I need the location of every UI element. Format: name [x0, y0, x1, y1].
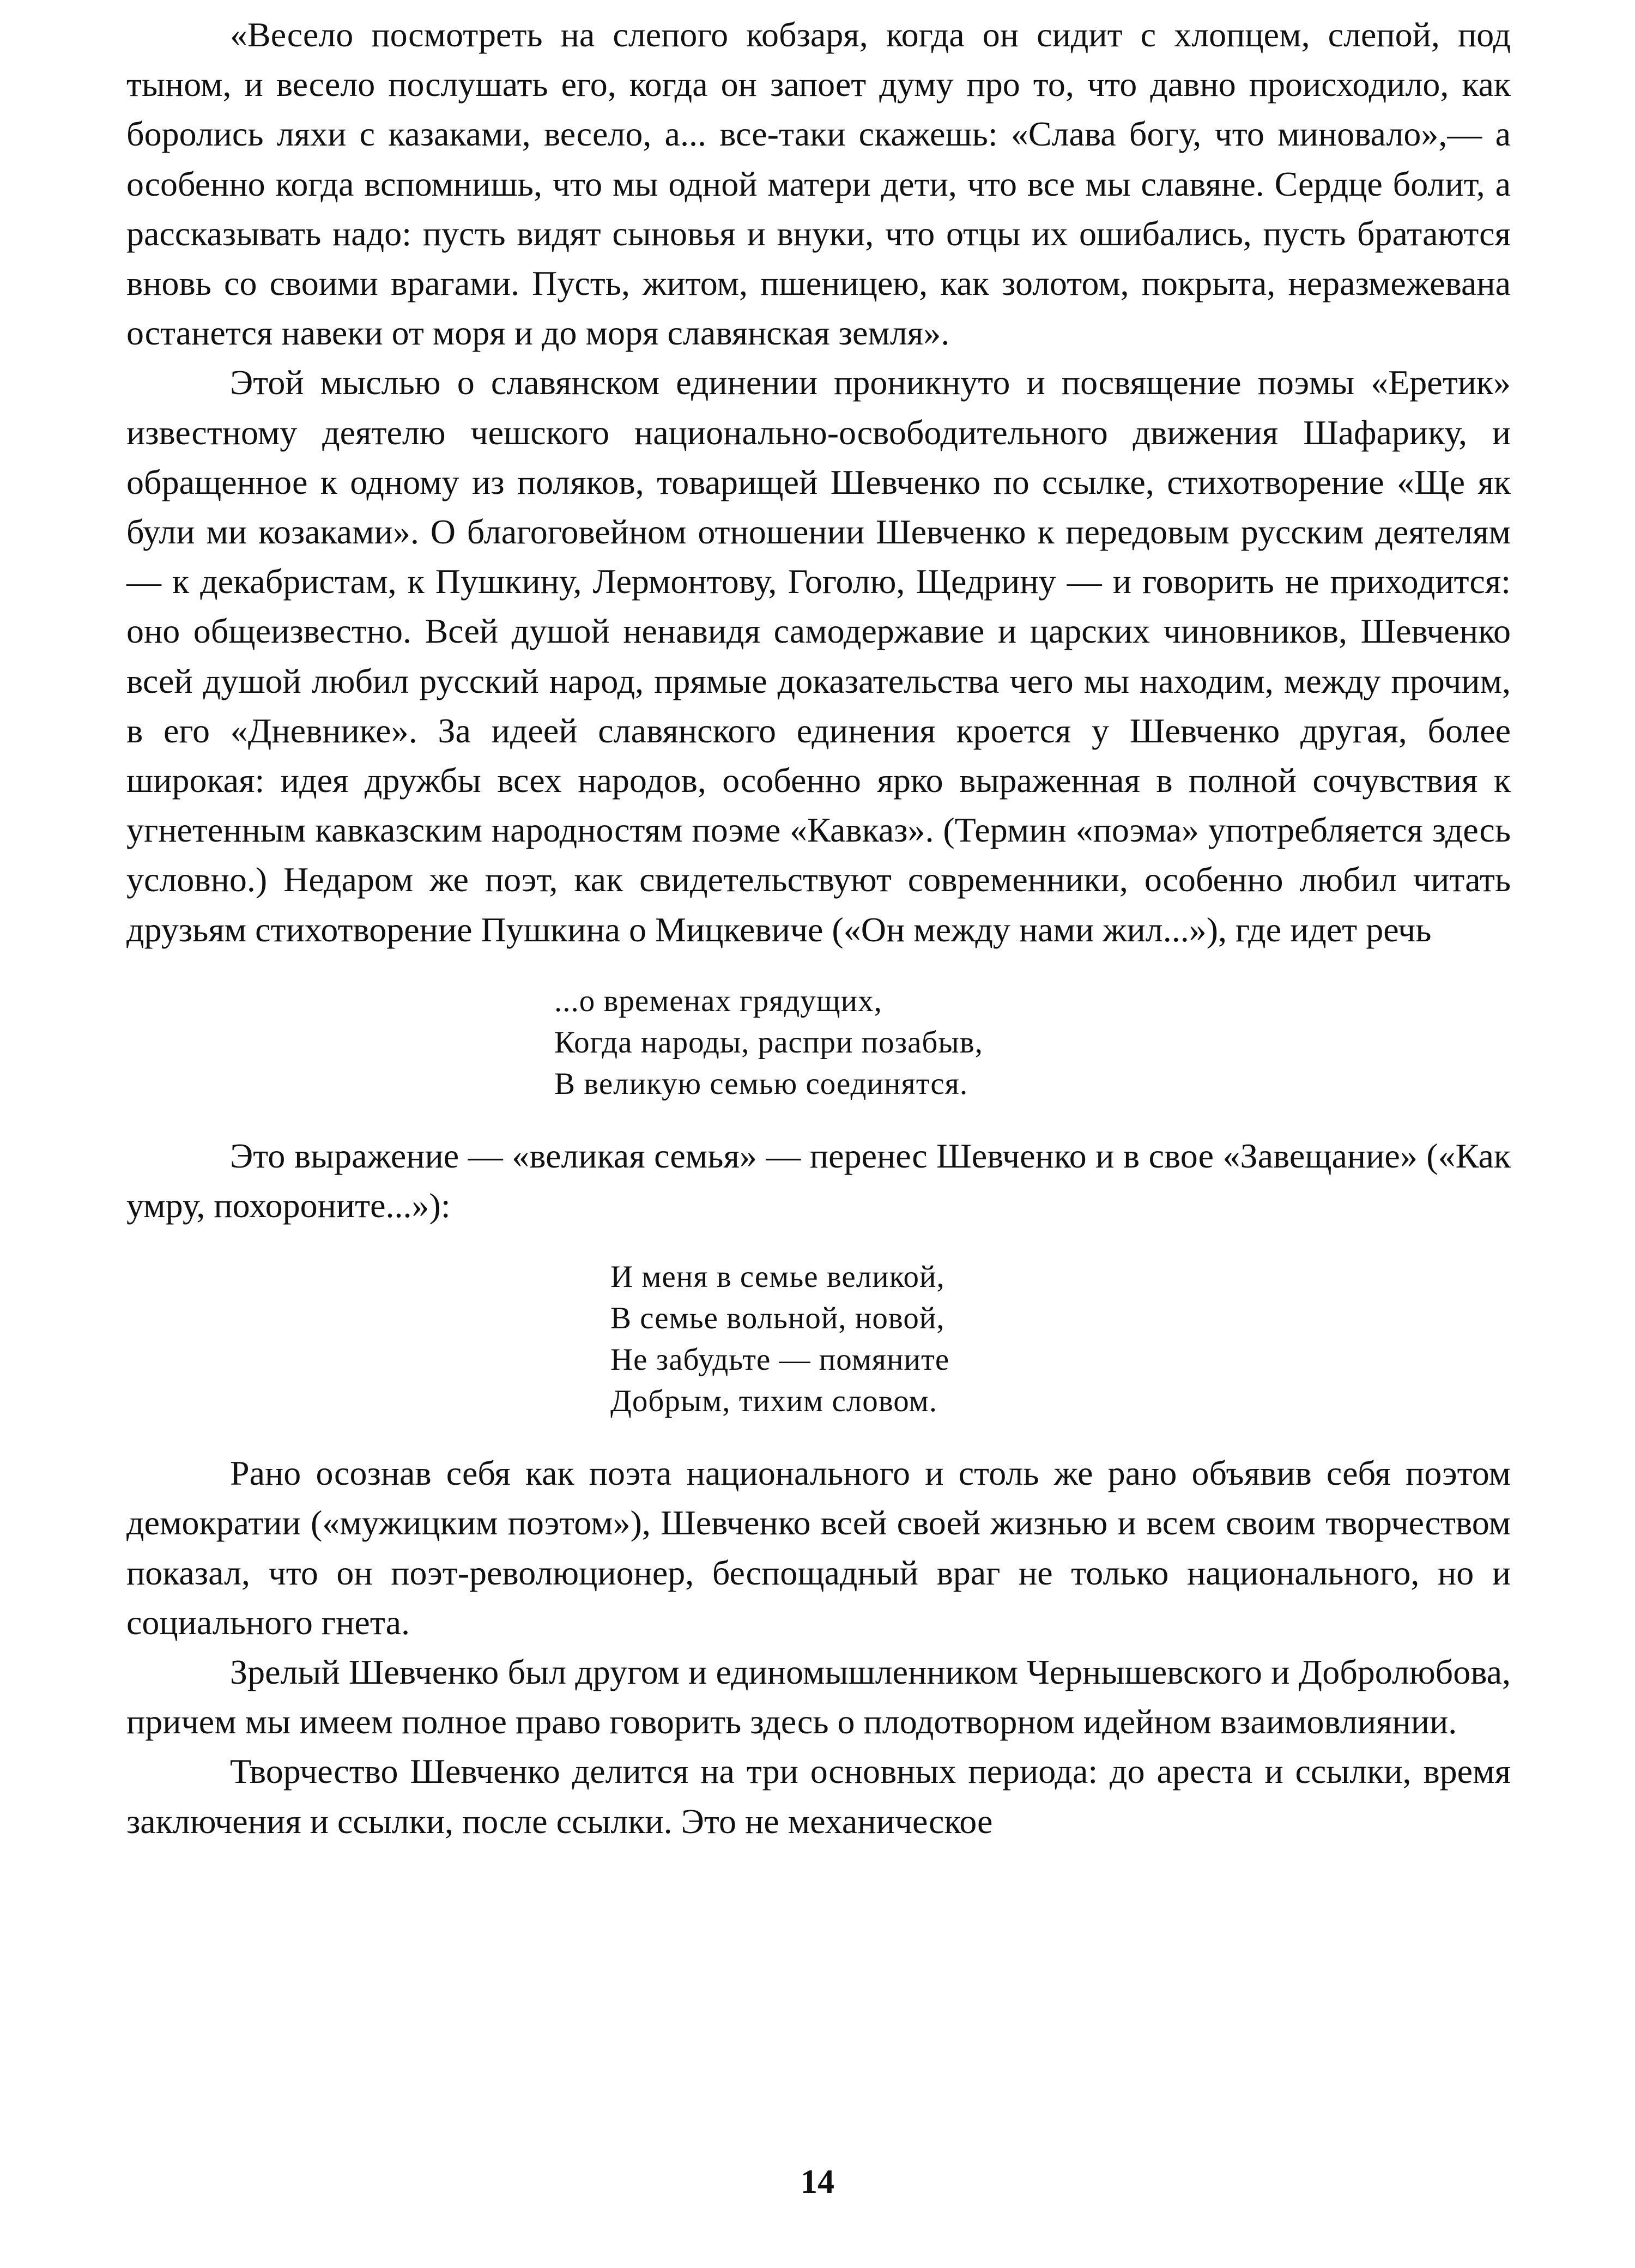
- verse-line: Не забудьте — помяните: [610, 1342, 950, 1377]
- page-number: 14: [801, 2163, 834, 2200]
- paragraph-1: «Весело посмотреть на слепого кобзаря, когда он сидит с хлопцем, слепой, под тыном, и весело послушать его, когда он запоет думу про то, что давно происходило, как боролись ляхи с казаками, весело, а... все-таки скажешь: «Слава богу, что миновало»,— а особенно когда вспомнишь, что мы одной матери дети, что все мы славяне. Сердце болит, а рассказывать надо: пусть видят сыновья и внуки, что отцы их ошибались, пусть братаются вновь со своими врагами. Пусть, житом, пшеницею, как золотом, покрыта, неразмежевана останется навеки от моря и до моря славянская земля».: [126, 15, 1511, 353]
- paragraph-5: Зрелый Шевченко был другом и единомышленником Чернышевского и Добролюбова, причем мы имеем полное право говорить здесь о плодотворном идейном взаимовлиянии.: [126, 1653, 1511, 1741]
- verse-line: В великую семью соединятся.: [554, 1066, 968, 1101]
- paragraph-4: Рано осознав себя как поэта национального и столь же рано объявив себя поэтом демократии («мужицким поэтом»), Шевченко всей своей жизнью и всем своим творчеством показал, что он поэт-революционер, беспощадный враг не только национального, но и социального гнета.: [126, 1454, 1511, 1642]
- paragraph-6: Творчество Шевченко делится на три основных периода: до ареста и ссылки, время заключения и ссылки, после ссылки. Это не механическое: [126, 1752, 1511, 1841]
- paragraph-2: Этой мыслью о славянском единении проникнуто и посвящение поэмы «Еретик» известному деятелю чешского национально-освободительного движения Шафарику, и обращенное к одному из поляков, товарищей Шевченко по ссылке, стихотворение «Ще як були ми козаками». О благоговейном отношении Шевченко к передовым русским деятелям — к декабристам, к Пушкину, Лермонтову, Гоголю, Щедрину — и говорить не приходится: оно общеизвестно. Всей душой ненавидя самодержавие и царских чиновников, Шевченко всей душой любил русский народ, прямые доказательства чего мы находим, между прочим, в его «Дневнике». За идеей славянского единения кроется у Шевченко другая, более широкая: идея дружбы всех народов, особенно ярко выраженная в полной сочувствия к угнетенным кавказским народностям поэме «Кавказ». (Термин «поэма» употребляется здесь условно.) Недаром же поэт, как свидетельствуют современники, особенно любил читать друзьям стихотворение Пушкина о Мицкевиче («Он между нами жил...»), где идет речь: [126, 363, 1511, 949]
- verse-quote-testament: [126, 1256, 1511, 1422]
- verse-line: Когда народы, распри позабыв,: [554, 1025, 983, 1060]
- paragraph-3: Это выражение — «великая семья» — перенес Шевченко и в свое «Завещание» («Как умру, похороните...»):: [126, 1136, 1511, 1225]
- verse-line: ...о временах грядущих,: [554, 983, 882, 1018]
- verse-line: И меня в семье великой,: [610, 1260, 945, 1295]
- verse-line: В семье вольной, новой,: [610, 1301, 945, 1336]
- verse-line: Добрым, тихим словом.: [610, 1384, 937, 1419]
- page-body: [126, 10, 1511, 1846]
- verse-quote-pushkin: [126, 981, 1511, 1105]
